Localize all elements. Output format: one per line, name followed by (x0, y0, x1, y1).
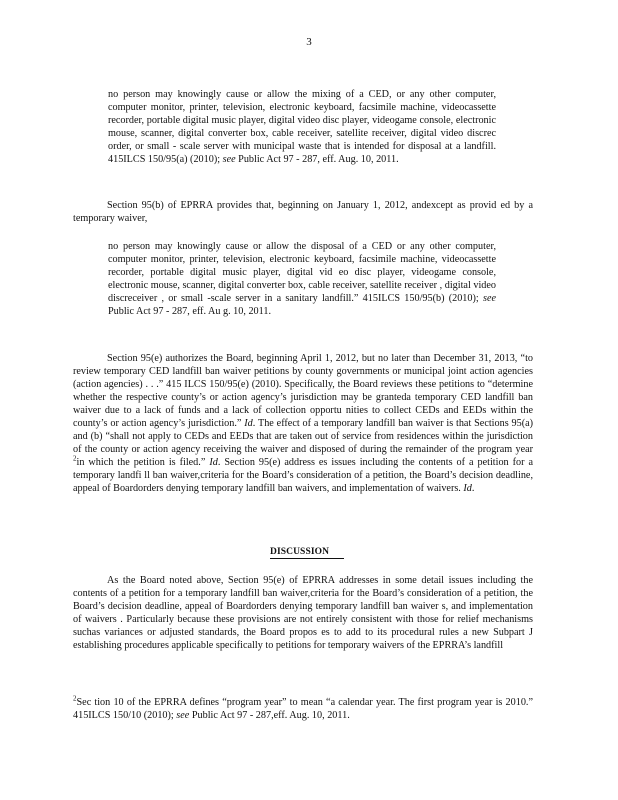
footnote-marker: 2 (73, 694, 77, 703)
paragraph-section-95b-intro: Section 95(b) of EPRRA provides that, beginning on January 1, 2012, andexcept as provid ed by a temporary waiver, (73, 200, 533, 224)
see-signal: see (483, 293, 497, 304)
footnote-citation: Public Act 97 - 287,eff. Aug. 10, 2011. (191, 710, 350, 721)
statutory-quote-95a (108, 88, 496, 166)
para-95e-part-e: . (471, 483, 475, 494)
page-number: 3 (306, 36, 312, 48)
quote-95a-citation: Public Act 97 - 287, eff. Aug. 10, 2011. (238, 154, 399, 165)
id-signal: Id (244, 418, 253, 429)
quote-95b-text: no person may knowingly cause or allow the disposal of a CED or any other computer, computer monitor, printer, television, electronic keyboard, facsimile machine, videocassette recorder, portable digital music player, digital vid eo disc player, videogame console, electronic mouse, scanner, digital converter box, cable receiver, satellite receiver , digital video discreceiver , or small -scale server in a sanitary landfill.” 415ILCS 150/95(b) (2010); (108, 241, 496, 304)
para-95e-part-a: Section 95(e) authorizes the Board, beginning April 1, 2012, but no later than December 31, 2013, “to review temporary CED landfill ban waiver petitions by county governments or municipal joint action agencies (action agencies) . . .” 415 ILCS 150/95(e) (2010). Specifically, the Board reviews these petitions to “determine whether the respective county’s or action agency’s jurisdiction may be granteda temporary CED landfill ban waiver due to a lack of funds and a lack of collection opportu nities to collect CEDs and EEDs within the county’s or action agency’s jurisdiction.” (73, 353, 533, 429)
footnote-2 (73, 696, 533, 722)
statutory-quote-95b (108, 240, 496, 318)
paragraph-section-95e (73, 352, 533, 495)
footnote-reference: 2 (73, 454, 77, 463)
quote-95b-citation: Public Act 97 - 287, eff. Au g. 10, 2011. (108, 306, 271, 317)
para-95e-part-c: in which the petition is filed.” (76, 457, 206, 468)
id-signal: Id (463, 483, 472, 494)
paragraph-discussion: As the Board noted above, Section 95(e) of EPRRA addresses in some detail issues including the contents of a petition for a temporary landfill ban waiver,criteria for the Board’s consideration of a petition, the Board’s decision deadline, appeal of Boardorders denying temporary landfill ban waiver s, and implementation of waivers . Particularly because these provisions are not entirely consistent with those for relief mechanisms suchas variances or adjusted standards, the Board propos es to add to its procedural rules a new Subpart J establishing procedures applicable specifically to petitions for temporary waivers of the EPRRA’s landfill (73, 575, 533, 651)
quote-95a-text: no person may knowingly cause or allow the mixing of a CED, or any other computer, computer monitor, printer, television, electronic keyboard, facsimile machine, videocassette recorder, portable digital music player, digital video disc player, videogame console, electronic mouse, scanner, digital converter box, cable receiver, satellite receiver, digital video discrec order, or small - scale server with municipal waste that is intended for disposal at a landfill. 415ILCS 150/95(a) (2010); (108, 89, 496, 165)
para-95e-part-d: . Section 95(e) address es issues including the contents of a petition for a temporary landfi ll ban waiver,criteria for the Board’s consideration of a petition, the Board’s decision deadline, appeal of Boardorders denying temporary landfill ban waivers, and implementation of waivers. (73, 457, 533, 494)
footnote-text: Sec tion 10 of the EPRRA defines “program year” to mean “a calendar year. The first program year is 2010.” 415ILCS 150/10 (2010); (73, 697, 533, 721)
para-95e-part-b: . The effect of a temporary landfill ban waiver is that Sections 95(a) and (b) “shall not apply to CEDs and EEDs that are taken out of service from residences within the jurisdiction of the county or action agency receiving the waiver and disposed of during the remainder of the program year (73, 418, 534, 455)
section-heading-discussion: DISCUSSION (270, 547, 344, 559)
see-signal: see (222, 154, 236, 165)
id-signal: Id (209, 457, 218, 468)
see-signal: see (176, 710, 190, 721)
